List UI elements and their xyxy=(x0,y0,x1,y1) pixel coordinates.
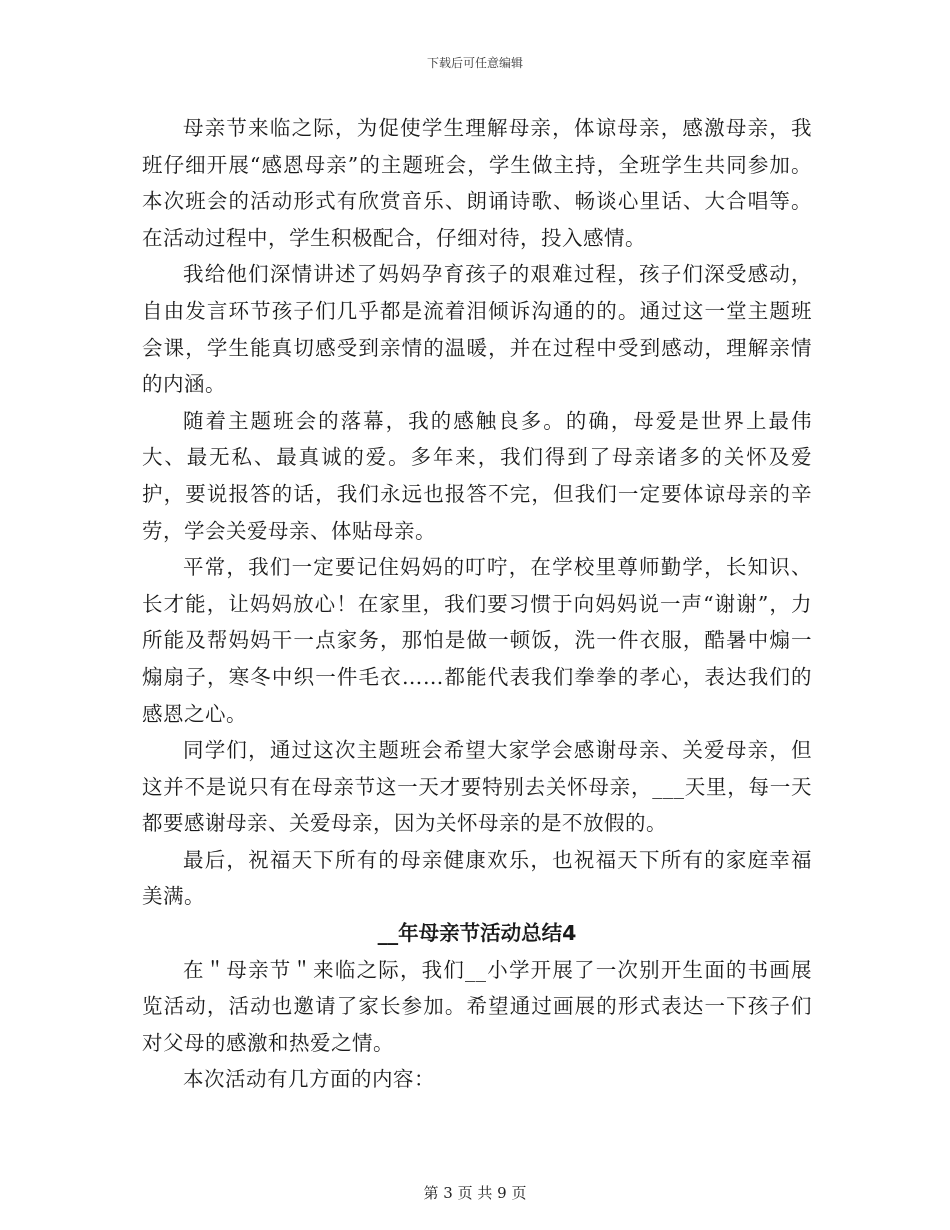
paragraph: 平常，我们一定要记住妈妈的叮咛，在学校里尊师勤学，长知识、长才能，让妈妈放心！在家里，我们要习惯于向妈妈说一声“谢谢”，力所能及帮妈妈干一点家务，那怕是做一顿饭，洗一件衣服，酷暑中煽一煽扇子，寒冬中织一件毛衣……都能代表我们拳拳的孝心，表达我们的感恩之心。 xyxy=(142,555,812,726)
paragraph: 我给他们深情讲述了妈妈孕育孩子的艰难过程，孩子们深受感动，自由发言环节孩子们几乎都是流着泪倾诉沟通的的。通过这一堂主题班会课，学生能真切感受到亲情的温暖，并在过程中受到感动，理解亲情的内涵。 xyxy=(142,262,812,397)
paragraph: 随着主题班会的落幕，我的感触良多。的确，母爱是世界上最伟大、最无私、最真诚的爱。多年来，我们得到了母亲诸多的关怀及爱护，要说报答的话，我们永远也报答不完，但我们一定要体谅母亲的辛劳，学会关爱母亲、体贴母亲。 xyxy=(142,408,812,543)
paragraph: 本次活动有几方面的内容： xyxy=(183,1067,435,1092)
paragraph: 母亲节来临之际，为促使学生理解母亲，体谅母亲，感激母亲，我班仔细开展“感恩母亲”的主题班会，学生做主持，全班学生共同参加。本次班会的活动形式有欣赏音乐、朗诵诗歌、畅谈心里话、大合唱等。在活动过程中，学生积极配合，仔细对待，投入感情。 xyxy=(142,116,812,250)
paragraph: 在＂母亲节＂来临之际，我们__小学开展了一次别开生面的书画展览活动，活动也邀请了家长参加。希望通过画展的形式表达一下孩子们对父母的感激和热爱之情。 xyxy=(142,957,812,1055)
page-number-footer: 第 3 页 共 9 页 xyxy=(423,1184,527,1202)
section-title: __年母亲节活动总结4 xyxy=(377,921,577,946)
document-body xyxy=(142,110,812,1098)
paragraph: 最后，祝福天下所有的母亲健康欢乐，也祝福天下所有的家庭幸福美满。 xyxy=(142,847,812,909)
page-header: 下载后可任意编辑 xyxy=(426,56,523,70)
paragraph: 同学们，通过这次主题班会希望大家学会感谢母亲、关爱母亲，但这并不是说只有在母亲节这一天才要特别去关怀母亲，___天里，每一天都要感谢母亲、关爱母亲，因为关怀母亲的是不放假的。 xyxy=(142,738,812,836)
